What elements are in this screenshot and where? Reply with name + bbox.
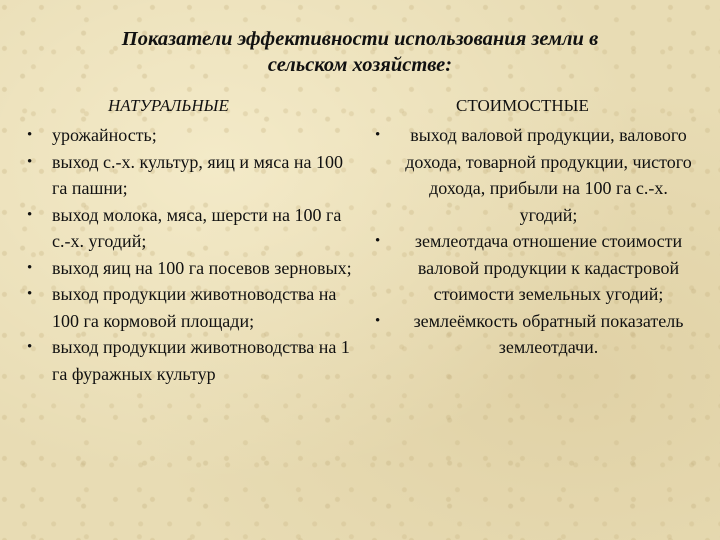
title-line-1: Показатели эффективности использования земли в (121, 28, 599, 50)
bullet-icon: • (375, 312, 381, 329)
list-item (26, 281, 356, 334)
bullet-icon: • (27, 339, 33, 355)
list-item (374, 122, 699, 228)
natural-list (26, 122, 356, 387)
cost-heading: СТОИМОСТНЫЕ (456, 96, 589, 115)
list-item-text: выход молока, мяса, шерсти на 100 га с.-х. угодий; (52, 204, 342, 251)
cost-indicators-column (374, 94, 699, 361)
list-item-text: выход яиц на 100 га посевов зерновых; (52, 257, 352, 278)
bullet-icon: • (27, 286, 33, 302)
list-item-text: землеёмкость обратный показатель землеотдачи. (413, 310, 684, 357)
bullet-icon: • (27, 153, 33, 170)
list-item-text: землеотдача отношение стоимости валовой продукции к кадастровой стоимости земельных угодий; (414, 231, 683, 304)
bullet-icon: • (375, 127, 381, 143)
slide-title (60, 26, 660, 78)
bullet-icon: • (375, 233, 381, 249)
bullet-icon: • (27, 259, 33, 276)
cost-list (374, 122, 699, 361)
natural-heading: НАТУРАЛЬНЫЕ (108, 96, 229, 115)
list-item (374, 228, 699, 308)
list-item (26, 255, 356, 282)
list-item (26, 202, 356, 255)
natural-indicators-column (26, 94, 356, 387)
bullet-icon: • (27, 127, 33, 143)
bullet-icon: • (27, 206, 33, 223)
list-item-text: выход с.-х. культур, яиц и мяса на 100 га пашни; (52, 151, 344, 198)
list-item (374, 308, 699, 361)
list-item-text: выход валовой продукции, валового дохода, товарной продукции, чистого дохода, прибыли на 100 га с.-х. угодий; (405, 125, 692, 225)
list-item (26, 122, 356, 149)
list-item-text: выход продукции животноводства на 100 га кормовой площади; (52, 284, 337, 331)
list-item (26, 334, 356, 387)
title-line-2: сельском хозяйстве: (267, 54, 453, 76)
list-item-text: урожайность; (52, 125, 157, 145)
list-item-text: выход продукции животноводства на 1 га фуражных культур (52, 337, 350, 384)
list-item (26, 149, 356, 202)
